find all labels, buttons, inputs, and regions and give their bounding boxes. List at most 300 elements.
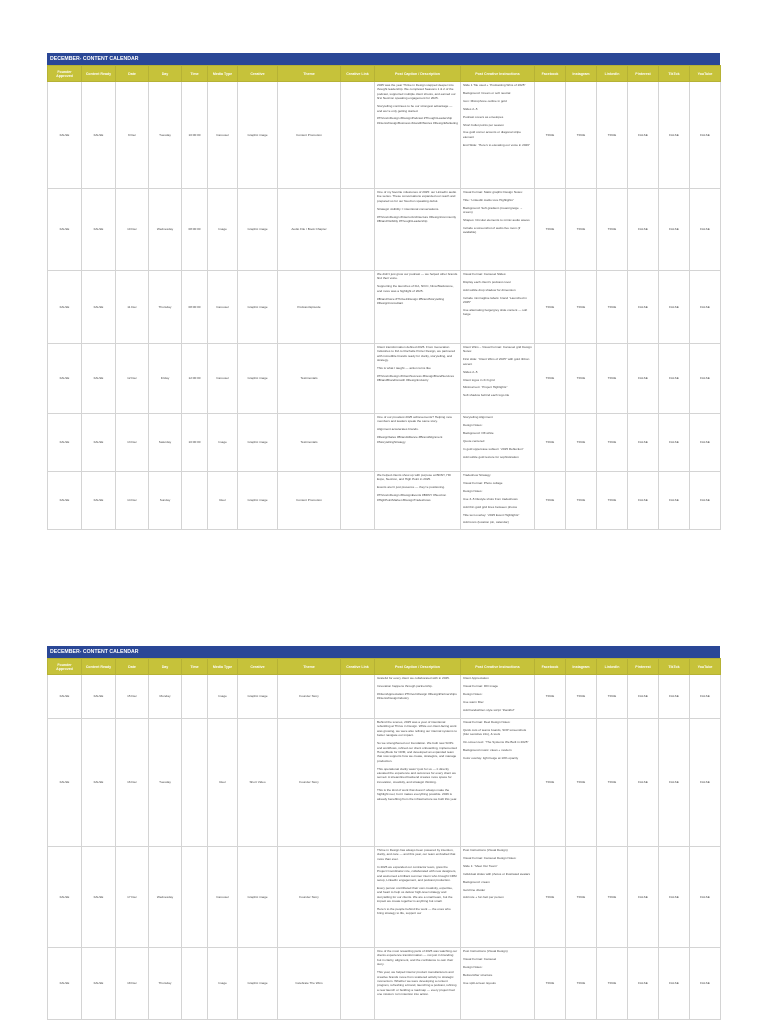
instructions-line: Design Notes:: [463, 964, 483, 969]
column-header: Date: [116, 66, 149, 82]
caption-line: Behind the scenes, 2025 was a year of intentional rebuilding at Thrive in Design. While our client-facing work was growing, we were also refining our internal systems to better navigate our impact.: [377, 720, 457, 738]
day-cell[interactable]: Thursday: [149, 271, 182, 344]
day-cell[interactable]: Wednesday: [149, 847, 182, 948]
content-calendar-sheet-2: [47, 646, 720, 1020]
caption-cell[interactable]: [375, 675, 461, 719]
date-cell[interactable]: 13 Dec: [116, 414, 149, 472]
creative-link-cell[interactable]: [341, 847, 375, 948]
linkedin-cell[interactable]: TRUE: [597, 189, 628, 271]
creative-cell[interactable]: Graphic image: [238, 948, 278, 1020]
pinterest-cell[interactable]: FALSE: [628, 847, 659, 948]
time-cell[interactable]: 08:00:00: [182, 271, 208, 344]
caption-line: Events aren’t just presence — they’re positioning.: [377, 485, 445, 490]
creative-link-cell[interactable]: [341, 82, 375, 189]
instagram-cell[interactable]: TRUE: [566, 344, 597, 414]
time-cell[interactable]: 08:00:00: [182, 189, 208, 271]
caption-cell[interactable]: [375, 847, 461, 948]
media-type-cell[interactable]: Image: [208, 948, 238, 1020]
tiktok-cell[interactable]: FALSE: [659, 472, 690, 530]
instructions-line: Quick cuts of teams boards, SOP screenshots (blur sensitive info), & tools: [463, 727, 527, 737]
creative-link-cell[interactable]: [341, 344, 375, 414]
content-ready-cell[interactable]: FALSE: [82, 189, 116, 271]
caption-line: Here’s to the people behind the work — the ones who bring strategy to life, support our: [377, 906, 451, 916]
youtube-cell[interactable]: FALSE: [690, 719, 721, 847]
caption-cell[interactable]: [375, 189, 461, 271]
pinterest-cell[interactable]: FALSE: [628, 82, 659, 189]
instructions-line: First slide: “Client Wins of 2025” with gold ribbon accent: [463, 357, 530, 366]
column-header: Content Ready: [82, 659, 116, 675]
media-type-cell[interactable]: Carousel: [208, 344, 238, 414]
instructions-line: Quote centered: [463, 438, 485, 443]
instructions-line: Short bullet points per season: [463, 122, 504, 127]
youtube-cell[interactable]: FALSE: [690, 344, 721, 414]
table-row: [48, 948, 721, 1020]
caption-cell[interactable]: [375, 271, 461, 344]
creative-cell[interactable]: Graphic image: [238, 472, 278, 530]
table-row: [48, 189, 721, 271]
instagram-cell[interactable]: TRUE: [566, 271, 597, 344]
pinterest-cell[interactable]: FALSE: [628, 344, 659, 414]
column-header: Post Caption / Description: [375, 659, 461, 675]
caption-line: This operational clarity wasn’t just for us — it directly elevated the experience and outcomes for every client we served. A streamlined backend creates more space for innovation, creativity, and strategic thinking.: [377, 766, 456, 784]
instagram-cell[interactable]: TRUE: [566, 414, 597, 472]
pinterest-cell[interactable]: FALSE: [628, 675, 659, 719]
tiktok-cell[interactable]: FALSE: [659, 719, 690, 847]
instagram-cell[interactable]: TRUE: [566, 82, 597, 189]
youtube-cell[interactable]: FALSE: [690, 847, 721, 948]
instagram-cell[interactable]: TRUE: [566, 948, 597, 1020]
column-header: Founder Approved: [48, 66, 82, 82]
caption-line: In 2025 we expanded our contractor team, grew the Project Coordinator role, collaborated with new designers, and welcomed a brilliant summer intern who brought CRM setup, LinkedIn engagement, and podcast production.: [377, 864, 457, 882]
instructions-line: Visual Format: Carousel Slides:: [463, 272, 507, 276]
date-cell[interactable]: 11 Dec: [116, 271, 149, 344]
date-cell[interactable]: 16 Dec: [116, 719, 149, 847]
caption-line: We didn’t just grow our podcast — we helped other brands find their voice.: [377, 272, 458, 281]
linkedin-cell[interactable]: TRUE: [597, 414, 628, 472]
instructions-line: Add icons (location pin, calendar): [463, 520, 509, 525]
table-body: [48, 82, 721, 530]
column-header: Media Type: [208, 66, 238, 82]
column-header: Post Creative Instructions: [461, 659, 535, 675]
instructions-cell[interactable]: [461, 189, 535, 271]
instructions-line: Soft shadow behind each logo tile: [463, 393, 510, 398]
linkedin-cell[interactable]: TRUE: [597, 719, 628, 847]
date-cell[interactable]: 12 Dec: [116, 344, 149, 414]
media-type-cell[interactable]: Image: [208, 189, 238, 271]
caption-line: #ThriveInDesign #InteriorArchitecture #DesignCommunity #BrandVisibility #ThoughtLeadership: [377, 214, 457, 224]
linkedin-cell[interactable]: TRUE: [597, 472, 628, 530]
instagram-cell[interactable]: TRUE: [566, 719, 597, 847]
date-cell[interactable]: 14 Dec: [116, 472, 149, 530]
instructions-line: Use split-screen layouts: [463, 980, 496, 985]
creative-cell[interactable]: Short Video: [238, 719, 278, 847]
date-cell[interactable]: 15 Dec: [116, 675, 149, 719]
youtube-cell[interactable]: FALSE: [690, 414, 721, 472]
instructions-line: Include a screenshot of audio live room (if available): [463, 226, 521, 235]
linkedin-cell[interactable]: TRUE: [597, 675, 628, 719]
date-cell[interactable]: 9 Dec: [116, 82, 149, 189]
caption-cell[interactable]: [375, 472, 461, 530]
instructions-line: In gold uppercase subtext: “2025 Reflection”: [463, 446, 524, 451]
theme-cell[interactable]: Podcast Episode: [278, 271, 341, 344]
caption-line: Alignment accelerates brands.: [377, 427, 419, 432]
column-header: TikTok: [659, 659, 690, 675]
creative-link-cell[interactable]: [341, 414, 375, 472]
instructions-line: Slide 1 Tile used + “Podcasting Wins of 2025”: [463, 83, 526, 87]
column-header: LinkedIn: [597, 66, 628, 82]
media-type-cell[interactable]: Carousel: [208, 271, 238, 344]
caption-line: #BrandVoice #ThriveInDesign #BrandStorytelling #DesignConsultant: [377, 296, 445, 306]
instructions-cell[interactable]: [461, 82, 535, 189]
instructions-line: Visual Format: Static graphic Design Notes:: [463, 190, 523, 194]
column-header: YouTube: [690, 659, 721, 675]
caption-line: One of our proudest 2025 achievements? Helping new members and leaders speak the same story.: [377, 415, 452, 424]
instructions-cell[interactable]: [461, 344, 535, 414]
caption-cell[interactable]: [375, 719, 461, 847]
pinterest-cell[interactable]: FALSE: [628, 414, 659, 472]
column-header: Content Ready: [82, 66, 116, 82]
instructions-line: Tradeshow Strategy: [463, 473, 491, 477]
instructions-line: Icon: Microphone outline in gold: [463, 98, 507, 103]
instructions-line: Add handwritten style script “thankful”: [463, 707, 515, 712]
creative-cell[interactable]: Graphic image: [238, 82, 278, 189]
sheet-title: DECEMBER- CONTENT CALENDAR: [47, 646, 720, 658]
table-row: [48, 82, 721, 189]
day-cell[interactable]: Wednesday: [149, 189, 182, 271]
column-header: Instagram: [566, 659, 597, 675]
facebook-cell[interactable]: TRUE: [535, 344, 566, 414]
instructions-cell[interactable]: [461, 675, 535, 719]
tiktok-cell[interactable]: FALSE: [659, 344, 690, 414]
creative-link-cell[interactable]: [341, 472, 375, 530]
instructions-line: Design Notes:: [463, 691, 483, 696]
creative-link-cell[interactable]: [341, 675, 375, 719]
content-ready-cell[interactable]: FALSE: [82, 414, 116, 472]
instructions-line: Minimal text: “Project Highlights”: [463, 385, 508, 390]
instructions-line: Gold line divider: [463, 887, 486, 892]
youtube-cell[interactable]: FALSE: [690, 271, 721, 344]
caption-line: This is what I taught — action turns like: [377, 366, 431, 371]
pinterest-cell[interactable]: FALSE: [628, 948, 659, 1020]
instructions-line: Visual Format: Photo collage: [463, 480, 503, 485]
creative-cell[interactable]: Graphic image: [238, 847, 278, 948]
caption-cell[interactable]: [375, 948, 461, 1020]
column-header: Instagram: [566, 66, 597, 82]
table-row: [48, 847, 721, 948]
column-header: Pinterest: [628, 659, 659, 675]
creative-cell[interactable]: Graphic image: [238, 344, 278, 414]
facebook-cell[interactable]: TRUE: [535, 271, 566, 344]
creative-cell[interactable]: Graphic image: [238, 189, 278, 271]
caption-line: Innovation happens through partnership.: [377, 683, 433, 688]
instructions-line: Post Instructions (Visual Design): [463, 848, 508, 852]
founder-approved-cell[interactable]: FALSE: [48, 719, 82, 847]
content-ready-cell[interactable]: FALSE: [82, 948, 116, 1020]
content-ready-cell[interactable]: FALSE: [82, 719, 116, 847]
founder-approved-cell[interactable]: FALSE: [48, 271, 82, 344]
column-header: Post Caption / Description: [375, 66, 461, 82]
caption-line: Every person contributed their own creativity, expertise, and heart to help us deliver high-level strategy and storytelling for our clients. We are a small team, but the impact we create together is anything but small.: [377, 885, 453, 904]
linkedin-cell[interactable]: TRUE: [597, 948, 628, 1020]
theme-cell[interactable]: Content Promotion: [278, 82, 341, 189]
column-header: LinkedIn: [597, 659, 628, 675]
youtube-cell[interactable]: FALSE: [690, 675, 721, 719]
tiktok-cell[interactable]: FALSE: [659, 847, 690, 948]
column-header: Facebook: [535, 659, 566, 675]
content-ready-cell[interactable]: FALSE: [82, 82, 116, 189]
caption-line: #DesignSales #BrandAlliance #BrandAlignment #StorytellingStrategy: [377, 435, 443, 444]
day-cell[interactable]: Tuesday: [149, 719, 182, 847]
youtube-cell[interactable]: FALSE: [690, 82, 721, 189]
content-ready-cell[interactable]: FALSE: [82, 472, 116, 530]
theme-cell[interactable]: Founder Story: [278, 847, 341, 948]
tiktok-cell[interactable]: FALSE: [659, 675, 690, 719]
founder-approved-cell[interactable]: FALSE: [48, 189, 82, 271]
instructions-line: On-screen text: “The Systems We Built in 2025”: [463, 740, 529, 745]
day-cell[interactable]: Sunday: [149, 472, 182, 530]
facebook-cell[interactable]: TRUE: [535, 675, 566, 719]
time-cell[interactable]: 10:00:00: [182, 82, 208, 189]
content-ready-cell[interactable]: FALSE: [82, 271, 116, 344]
day-cell[interactable]: Tuesday: [149, 82, 182, 189]
day-cell[interactable]: Monday: [149, 675, 182, 719]
media-type-cell[interactable]: Reel: [208, 719, 238, 847]
tiktok-cell[interactable]: FALSE: [659, 271, 690, 344]
caption-line: #ThriveInDesign #ClientSuccess #DesignBrandServices #BrandBrandGrowth #DesignIndustry: [377, 374, 455, 383]
linkedin-cell[interactable]: TRUE: [597, 847, 628, 948]
instructions-line: Visual Format: Reel Design Notes:: [463, 720, 511, 724]
instructions-line: Visual Format: IFD image: [463, 683, 499, 688]
caption-line: So we strengthened our foundation. We built new SOPs and workflows, refined our client onboarding, implemented HoneyBook for CRM, and developed an expanded team that now supports how we create, strategize, and manage production.: [377, 741, 457, 763]
header-row: [48, 66, 721, 82]
facebook-cell[interactable]: TRUE: [535, 82, 566, 189]
theme-cell[interactable]: Testimonials: [278, 414, 341, 472]
column-header: Post Creative Instructions: [461, 66, 535, 82]
youtube-cell[interactable]: FALSE: [690, 189, 721, 271]
theme-cell[interactable]: Content Promotion: [278, 472, 341, 530]
time-cell[interactable]: [182, 675, 208, 719]
column-header: Creative Link: [341, 659, 375, 675]
column-header: Pinterest: [628, 66, 659, 82]
caption-cell[interactable]: [375, 82, 461, 189]
instructions-line: Design Notes:: [463, 488, 483, 493]
column-header: Theme: [278, 66, 341, 82]
caption-line: Client transformation defined 2025. From Generation Industries to FiA to Rochelle Porter Design, we partnered with incredible brands ready for clarity, storytelling, and strategy.: [377, 345, 456, 363]
facebook-cell[interactable]: TRUE: [535, 847, 566, 948]
pinterest-cell[interactable]: FALSE: [628, 719, 659, 847]
founder-approved-cell[interactable]: FALSE: [48, 948, 82, 1020]
instructions-line: End Slide: “Here’s to elevating our voice in 2026”: [463, 142, 531, 147]
facebook-cell[interactable]: TRUE: [535, 948, 566, 1020]
time-cell[interactable]: [182, 847, 208, 948]
creative-cell[interactable]: Graphic image: [238, 675, 278, 719]
founder-approved-cell[interactable]: FALSE: [48, 414, 82, 472]
time-cell[interactable]: 10:00:00: [182, 414, 208, 472]
creative-cell[interactable]: Graphic image: [238, 414, 278, 472]
column-header: Creative: [238, 659, 278, 675]
instructions-line: Background: Cream or soft neutral: [463, 90, 511, 95]
theme-cell[interactable]: Founder Story: [278, 719, 341, 847]
youtube-cell[interactable]: FALSE: [690, 472, 721, 530]
column-header: TikTok: [659, 66, 690, 82]
table-row: [48, 719, 721, 847]
instructions-line: Use 3–5 lifestyle shots from tradeshows: [463, 496, 518, 501]
pinterest-cell[interactable]: FALSE: [628, 271, 659, 344]
pinterest-cell[interactable]: FALSE: [628, 189, 659, 271]
caption-line: #ThriveInDesign #DesignPodcast #ThoughtLeadership #InteriorDesignBusiness #AandDStories #DesignMarketing: [377, 116, 458, 125]
media-type-cell[interactable]: Image: [208, 675, 238, 719]
instructions-cell[interactable]: [461, 719, 535, 847]
media-type-cell[interactable]: Carousel: [208, 847, 238, 948]
date-cell[interactable]: 17 Dec: [116, 847, 149, 948]
instructions-line: Color overlay: light beige at 10% opacity: [463, 756, 519, 761]
instructions-line: Storytelling Alignment: [463, 415, 493, 419]
creative-cell[interactable]: Graphic image: [238, 271, 278, 344]
caption-line: Grateful for every client we collaborated with in 2025.: [377, 676, 450, 680]
time-cell[interactable]: [182, 719, 208, 847]
caption-line: We helped clients show up with purpose at BDNY, HD Expo, NeoCon, and High Point in 2025.: [377, 473, 451, 482]
instructions-line: Title: “LinkedIn Audio Live Highlights”: [463, 197, 514, 202]
column-header: Day: [149, 66, 182, 82]
instructions-cell[interactable]: [461, 847, 535, 948]
time-cell[interactable]: [182, 472, 208, 530]
instructions-line: Slides 2–5: [463, 369, 478, 374]
content-ready-cell[interactable]: FALSE: [82, 675, 116, 719]
column-header: Theme: [278, 659, 341, 675]
instagram-cell[interactable]: TRUE: [566, 472, 597, 530]
content-ready-cell[interactable]: FALSE: [82, 847, 116, 948]
column-header: Date: [116, 659, 149, 675]
instructions-line: Add role + fun fact per person: [463, 895, 504, 900]
founder-approved-cell[interactable]: FALSE: [48, 344, 82, 414]
instructions-line: Background: Soft gradient (cream/greige → cream): [463, 205, 523, 215]
linkedin-cell[interactable]: TRUE: [597, 82, 628, 189]
creative-link-cell[interactable]: [341, 948, 375, 1020]
theme-cell[interactable]: Audio File / Book Chapter: [278, 189, 341, 271]
day-cell[interactable]: Friday: [149, 344, 182, 414]
creative-link-cell[interactable]: [341, 719, 375, 847]
instructions-cell[interactable]: [461, 414, 535, 472]
time-cell[interactable]: 12:00:00: [182, 344, 208, 414]
column-header: Creative: [238, 66, 278, 82]
theme-cell[interactable]: Founder Story: [278, 675, 341, 719]
instructions-line: Podcast covers as envelopes: [463, 114, 504, 119]
instructions-line: Shapes: Circular elements to mimic audio waves: [463, 218, 530, 223]
caption-line: Thrive in Design has always been powered by intention, clarity, and care — and this year, our team embodied that more than ever.: [377, 848, 456, 861]
day-cell[interactable]: Thursday: [149, 948, 182, 1020]
media-type-cell[interactable]: Image: [208, 414, 238, 472]
table-row: [48, 271, 721, 344]
table-row: [48, 414, 721, 472]
caption-line: Strategic visibility = intentional conversations.: [377, 206, 440, 211]
creative-link-cell[interactable]: [341, 271, 375, 344]
instructions-line: Background music: clean + modern: [463, 748, 512, 753]
linkedin-cell[interactable]: TRUE: [597, 344, 628, 414]
caption-cell[interactable]: [375, 344, 461, 414]
caption-cell[interactable]: [375, 414, 461, 472]
sheet-title: DECEMBER- CONTENT CALENDAR: [47, 53, 720, 65]
instructions-line: Add thin gold grid lines between photos: [463, 504, 518, 509]
instructions-line: Client Wins – Visual Format: Carousel grid Design Notes:: [463, 345, 532, 354]
creative-link-cell[interactable]: [341, 189, 375, 271]
instructions-line: Use alternating beige/grey slide content — soft beige: [463, 308, 528, 317]
column-header: Founder Approved: [48, 659, 82, 675]
column-header: Day: [149, 659, 182, 675]
caption-line: One of my favorite milestones of 2025: our LinkedIn audio live series. These conversations expanded our reach and prepared us for our NeoCon speaking debut.: [377, 190, 457, 203]
caption-line: Supporting the launches of FiA, NICC, Nina Blackstone, and more was a highlight of 2025.: [377, 284, 454, 293]
content-ready-cell[interactable]: FALSE: [82, 344, 116, 414]
facebook-cell[interactable]: TRUE: [535, 719, 566, 847]
instagram-cell[interactable]: TRUE: [566, 675, 597, 719]
instructions-line: Before/After structure: [463, 972, 493, 977]
column-header: Time: [182, 66, 208, 82]
calendar-table: [47, 65, 721, 530]
time-cell[interactable]: [182, 948, 208, 1020]
media-type-cell[interactable]: Reel: [208, 472, 238, 530]
content-calendar-sheet-1: [47, 53, 720, 530]
facebook-cell[interactable]: TRUE: [535, 414, 566, 472]
date-cell[interactable]: 10 Dec: [116, 189, 149, 271]
caption-line: This year, we helped interior product manufacturers and creative brands move from scattered activity to strategic momentum. Whether we were developing a content program, refreshing a brand, launching a podcast, refining a new launch or building a roadmap — every project had one mission: turn intention into action.: [377, 970, 457, 997]
theme-cell[interactable]: Testimonials: [278, 344, 341, 414]
calendar-table: [47, 658, 721, 1020]
instructions-line: Post Instructions (Visual Design): [463, 949, 508, 953]
instagram-cell[interactable]: TRUE: [566, 847, 597, 948]
header-row: [48, 659, 721, 675]
tiktok-cell[interactable]: FALSE: [659, 82, 690, 189]
date-cell[interactable]: 18 Dec: [116, 948, 149, 1020]
caption-line: #ThriveInDesign #DesignEvents #BDNY #NeoCon #HighPointMarket #DesignTradeshows: [377, 493, 447, 502]
column-header: YouTube: [690, 66, 721, 82]
instructions-line: Title text overlay: “2025 Event Highlights”: [463, 512, 520, 517]
facebook-cell[interactable]: TRUE: [535, 472, 566, 530]
instructions-line: Slide 1: “Meet Our Team”: [463, 863, 498, 868]
instructions-line: Background: Off-white: [463, 430, 494, 435]
media-type-cell[interactable]: Carousel: [208, 82, 238, 189]
tiktok-cell[interactable]: FALSE: [659, 414, 690, 472]
founder-approved-cell[interactable]: FALSE: [48, 675, 82, 719]
founder-approved-cell[interactable]: FALSE: [48, 82, 82, 189]
instructions-cell[interactable]: [461, 948, 535, 1020]
instructions-line: Add subtle gold texture for sophistication: [463, 454, 519, 459]
tiktok-cell[interactable]: FALSE: [659, 189, 690, 271]
instructions-line: Add subtle drop shadow for dimension: [463, 287, 516, 292]
column-header: Media Type: [208, 659, 238, 675]
instructions-line: Client Appreciation: [463, 676, 489, 680]
linkedin-cell[interactable]: TRUE: [597, 271, 628, 344]
instagram-cell[interactable]: TRUE: [566, 189, 597, 271]
founder-approved-cell[interactable]: FALSE: [48, 847, 82, 948]
instructions-line: Slides 2–5: [463, 106, 478, 111]
youtube-cell[interactable]: FALSE: [690, 948, 721, 1020]
founder-approved-cell[interactable]: FALSE: [48, 472, 82, 530]
pinterest-cell[interactable]: FALSE: [628, 472, 659, 530]
table-row: [48, 344, 721, 414]
instructions-line: Design Notes:: [463, 422, 483, 427]
instructions-cell[interactable]: [461, 472, 535, 530]
tiktok-cell[interactable]: FALSE: [659, 948, 690, 1020]
facebook-cell[interactable]: TRUE: [535, 189, 566, 271]
column-header: Time: [182, 659, 208, 675]
caption-line: This is the kind of work that doesn’t always make the highlight reel, but it makes everything possible. 2026 is already benefiting from the infrastructure we built this year.: [377, 787, 458, 801]
day-cell[interactable]: Saturday: [149, 414, 182, 472]
caption-line: One of the most rewarding parts of 2025 was watching our clients experience transformation — not just in branding but in clarity, alignment, and the confidence to own their story.: [377, 949, 458, 967]
caption-line: #ClientAppreciation #ThriveInDesign #DesignPartnerships #InteriorDesignIndustry: [377, 691, 457, 701]
instructions-cell[interactable]: [461, 271, 535, 344]
instructions-line: Display each client’s podcast cover: [463, 279, 512, 284]
theme-cell[interactable]: Celebrate The Wins: [278, 948, 341, 1020]
caption-line: Storytelling continues to be our strongest advantage — and we’re only getting started.: [377, 104, 453, 113]
